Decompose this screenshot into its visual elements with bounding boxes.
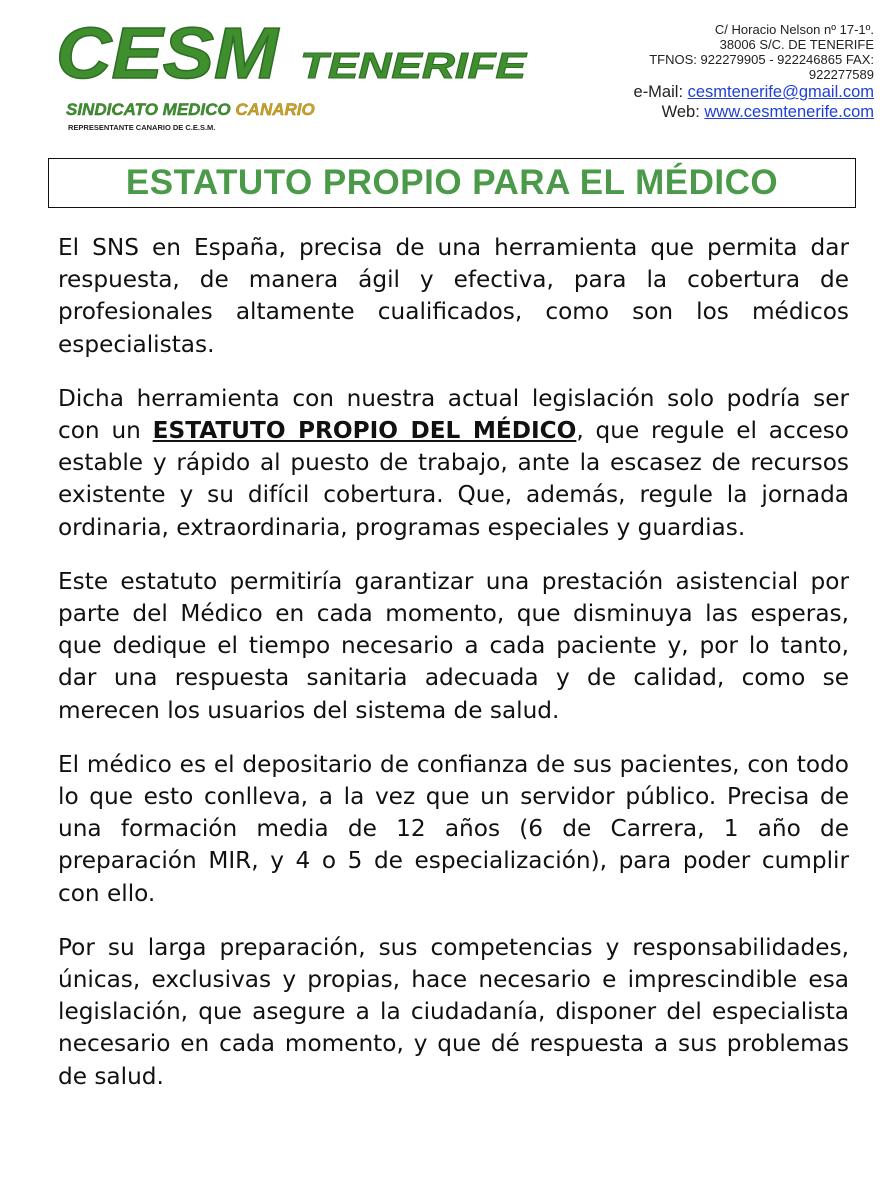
address-line-1: C/ Horacio Nelson nº 17-1º. bbox=[714, 22, 874, 37]
logo-union: SINDICATO MEDICO CANARIO bbox=[66, 100, 315, 119]
document-body bbox=[58, 232, 849, 1115]
cesm-logo bbox=[50, 16, 540, 136]
email-label: e-Mail: bbox=[633, 83, 688, 101]
logo-region: TENERIFE bbox=[300, 45, 528, 86]
title-box bbox=[48, 158, 856, 208]
paragraph-5: Por su larga preparación, sus competencias y responsabilidades, únicas, exclusivas y propias, hace necesario e imprescindible esa legislación, que asegure a la ciudadanía, disponer del especialista necesario en cada momento, y que dé respuesta a sus problemas de salud. bbox=[58, 933, 849, 1090]
web-row bbox=[544, 103, 874, 122]
logo-wordmark: CESM bbox=[56, 16, 281, 94]
email-link[interactable]: cesmtenerife@gmail.com bbox=[687, 83, 874, 101]
paragraph-2-end: , que regule el acceso estable y rápido al puesto de trabajo, ante la escasez de recursos existente y su difícil cobertura. Que, además, regule la jornada ordinaria, extraordinaria, programas especiales y guardias. bbox=[58, 417, 849, 541]
paragraph-2 bbox=[58, 383, 849, 544]
paragraph-4: El médico es el depositario de confianza de sus pacientes, con todo lo que esto conlleva, a la vez que un servidor público. Precisa de una formación media de 12 años (6 de Carrera, 1 año de preparación MIR, y 4 o 5 de especialización), para poder cumplir con ello. bbox=[58, 750, 849, 907]
web-label: Web: bbox=[661, 103, 705, 121]
phones-line-2: 922277589 bbox=[808, 67, 874, 82]
letterhead bbox=[0, 0, 896, 140]
paragraph-1: El SNS en España, precisa de una herramienta que permita dar respuesta, de manera ágil y efectiva, para la cobertura de profesionales altamente cualificados, como son los médicos especialistas. bbox=[58, 234, 849, 358]
phones-line-1: TFNOS: 922279905 - 922246865 FAX: bbox=[649, 52, 874, 67]
document-title: ESTATUTO PROPIO PARA EL MÉDICO bbox=[125, 163, 779, 202]
web-link[interactable]: www.cesmtenerife.com bbox=[704, 103, 874, 121]
paragraph-3: Este estatuto permitiría garantizar una prestación asistencial por parte del Médico en cada momento, que disminuya las esperas, que dedique el tiempo necesario a cada paciente y, por lo tanto, dar una respuesta sanitaria adecuada y de calidad, como se merecen los usuarios del sistema de salud. bbox=[58, 567, 849, 724]
logo-tagline: REPRESENTANTE CANARIO DE C.E.S.M. bbox=[68, 123, 216, 132]
paragraph-2-start: Dicha herramienta con nuestra actual legislación solo podría ser con un bbox=[58, 384, 849, 445]
statute-emphasis: ESTATUTO PROPIO DEL MÉDICO bbox=[152, 417, 577, 445]
address-line-2: 38006 S/C. DE TENERIFE bbox=[719, 37, 874, 52]
email-row bbox=[544, 83, 874, 102]
contact-block bbox=[544, 22, 874, 122]
